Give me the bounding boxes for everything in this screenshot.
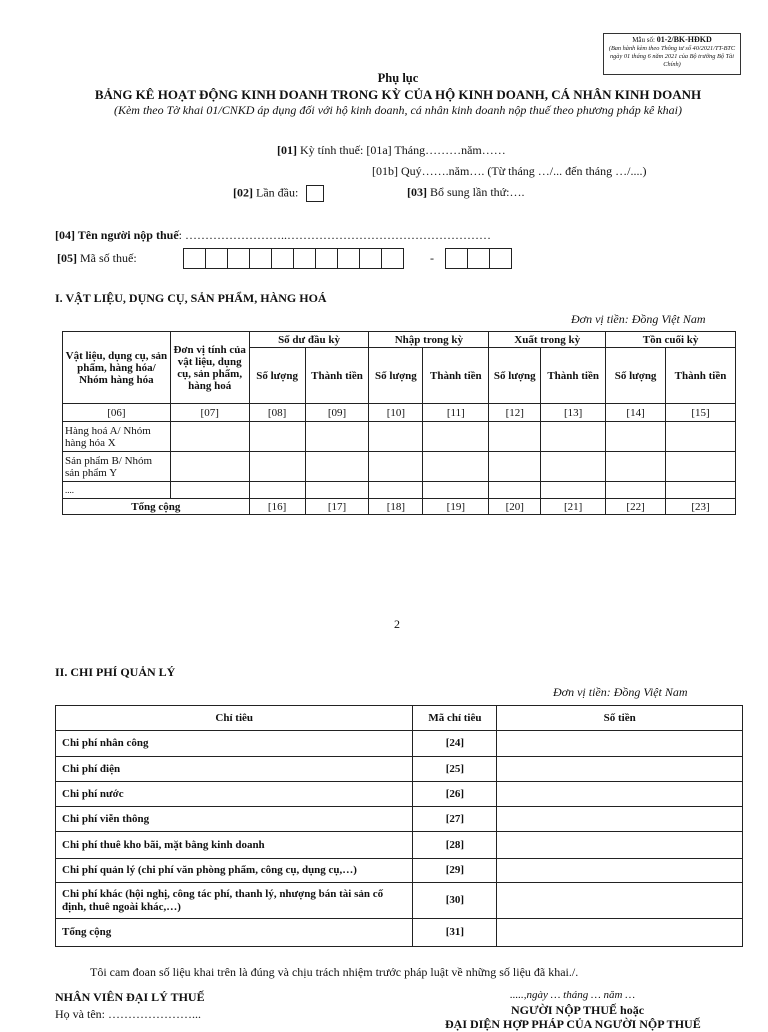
field-05-tax-code <box>57 251 137 266</box>
col-unit: Đơn vị tính của vật liệu, dụng cụ, sản phẩm, hàng hoá <box>170 332 249 404</box>
col-qty: Số lượng <box>489 348 541 404</box>
form-id-box <box>603 33 741 75</box>
tax-code-dash: - <box>430 251 434 265</box>
field-03-text: Bổ sung lần thứ:…. <box>427 185 525 199</box>
col-import: Nhập trong kỳ <box>369 332 489 348</box>
table-row: Chi phí khác (hội nghị, công tác phí, thanh lý, nhượng bán tài sản cố định, thuê ngoài khác,…) [30] <box>56 883 743 919</box>
table-row: Chi phí điện [25] <box>56 757 743 782</box>
table-row: Chi phí viễn thông [27] <box>56 807 743 832</box>
representative-label: ĐẠI DIỆN HỢP PHÁP CỦA NGƯỜI NỘP THUẾ <box>445 1017 701 1031</box>
col-export: Xuất trong kỳ <box>489 332 606 348</box>
code-row: [06] [07] [08] [09] [10] [11] [12] [13] [14] [15] <box>63 404 736 422</box>
col-amount: Thành tiền <box>541 348 606 404</box>
field-03-supplement <box>407 185 525 200</box>
table-row: Chi phí quản lý (chi phí văn phòng phẩm, công cụ, dụng cụ,…) [29] <box>56 859 743 883</box>
section1-unit: Đơn vị tiền: Đồng Việt Nam <box>571 312 706 326</box>
col-closing: Tồn cuối kỳ <box>606 332 736 348</box>
section2-title: II. CHI PHÍ QUẢN LÝ <box>55 665 176 679</box>
field-05-code: [05] <box>57 251 77 265</box>
first-time-checkbox[interactable] <box>306 185 324 202</box>
col-qty: Số lượng <box>606 348 666 404</box>
field-04-dots: : ……………………..…………………………………………… <box>178 228 491 242</box>
declaration-text: Tôi cam đoan số liệu khai trên là đúng và chịu trách nhiệm trước pháp luật về những số liệu đã khai./. <box>90 965 579 979</box>
page-title: BẢNG KÊ HOẠT ĐỘNG KINH DOANH TRONG KỲ CỦA HỘ KINH DOANH, CÁ NHÂN KINH DOANH <box>94 87 702 102</box>
form-id-note: (Ban hành kèm theo Thông tư số 40/2021/TT-BTC ngày 01 tháng 6 năm 2021 của Bộ trưởng Bộ Tài Chính) <box>608 45 736 68</box>
col-opening: Số dư đầu kỳ <box>249 332 369 348</box>
total-row: Tổng cộng [31] <box>56 919 743 947</box>
tax-code-branch-boxes[interactable] <box>446 248 512 269</box>
agent-title: NHÂN VIÊN ĐẠI LÝ THUẾ <box>55 990 205 1004</box>
field-02-code: [02] <box>233 185 253 200</box>
col-code: Mã chỉ tiêu <box>413 706 497 731</box>
col-amount: Thành tiền <box>666 348 736 404</box>
table-row: Chi phí nước [26] <box>56 782 743 807</box>
page-number: 2 <box>394 617 400 631</box>
table-row: Chi phí nhân công [24] <box>56 731 743 757</box>
field-04-label: [04] Tên người nộp thuế <box>55 228 179 242</box>
field-01b-quarter: [01b] Quý…….năm…. (Từ tháng …/... đến tháng …/....) <box>372 164 647 178</box>
field-01-text: Kỳ tính thuế: [01a] Tháng………năm…… <box>297 143 506 157</box>
form-id-prefix: Mẫu số: <box>632 36 657 44</box>
field-01-code: [01] <box>277 143 297 157</box>
appendix-label: Phụ lục <box>377 71 419 85</box>
section2-unit: Đơn vị tiền: Đồng Việt Nam <box>553 685 688 699</box>
col-amount: Thành tiền <box>423 348 489 404</box>
table-row: Sản phẩm B/ Nhóm sản phẩm Y <box>63 452 736 482</box>
table-row: .... <box>63 482 736 499</box>
field-02-text: Lần đầu: <box>253 185 299 200</box>
table-row: Hàng hoá A/ Nhóm hàng hóa X <box>63 422 736 452</box>
taxpayer-label: NGƯỜI NỘP THUẾ hoặc <box>511 1003 645 1017</box>
col-amount: Số tiền <box>497 706 743 731</box>
col-qty: Số lượng <box>249 348 305 404</box>
total-row: Tổng cộng [16] [17] [18] [19] [20] [21] [22] [23] <box>63 499 736 515</box>
field-04-taxpayer-name <box>55 228 491 243</box>
field-05-text: Mã số thuế: <box>77 251 137 265</box>
field-01-period <box>277 143 506 158</box>
col-qty: Số lượng <box>369 348 423 404</box>
table-row: Chi phí thuê kho bãi, mặt bằng kinh doanh [28] <box>56 832 743 859</box>
col-indicator: Chỉ tiêu <box>56 706 413 731</box>
sign-date: .....,ngày … tháng … năm … <box>510 989 635 1001</box>
col-item: Vật liệu, dụng cụ, sản phẩm, hàng hóa/ Nhóm hàng hóa <box>63 332 171 404</box>
form-id-code: 01-2/BK-HĐKD <box>656 35 712 44</box>
expense-table <box>55 705 743 947</box>
agent-name: Họ và tên: …………………... <box>55 1007 201 1021</box>
section1-title: I. VẬT LIỆU, DỤNG CỤ, SẢN PHẨM, HÀNG HOÁ <box>55 291 327 305</box>
tax-code-digit-boxes[interactable] <box>184 248 404 269</box>
col-amount: Thành tiền <box>305 348 369 404</box>
inventory-table <box>62 331 736 515</box>
page-subtitle: (Kèm theo Tờ khai 01/CNKD áp dụng đối với hộ kinh doanh, cá nhân kinh doanh nộp thuế theo phương pháp kê khai) <box>113 103 683 117</box>
field-03-code: [03] <box>407 185 427 199</box>
field-02-first-time <box>233 185 324 202</box>
